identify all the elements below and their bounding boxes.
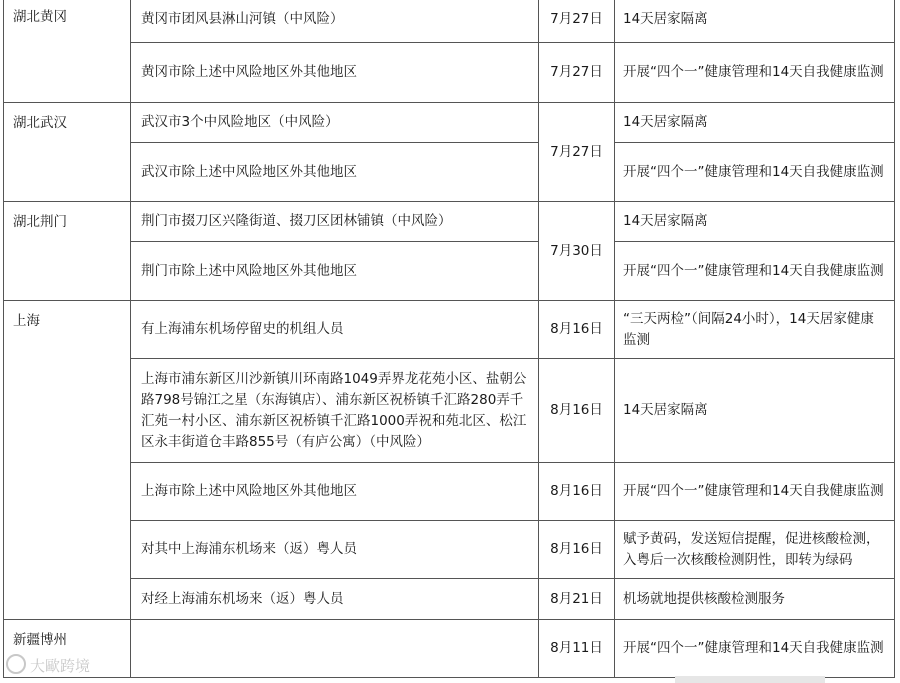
region-cell: 湖北荆门: [4, 202, 131, 301]
date-cell: 8月16日: [539, 359, 615, 463]
area-cell: 荆门市除上述中风险地区外其他地区: [131, 242, 539, 301]
date-cell: 7月27日: [539, 43, 615, 103]
table-row: [4, 463, 895, 521]
region-cell: 新疆博州: [4, 620, 131, 678]
table-row: [4, 620, 895, 678]
region-cell: 湖北武汉: [4, 103, 131, 202]
risk-area-table: [3, 0, 895, 678]
date-cell: 7月30日: [539, 202, 615, 301]
date-cell: 7月27日: [539, 103, 615, 202]
weibo-logo-icon: [6, 654, 26, 674]
measure-cell: 14天居家隔离: [615, 202, 895, 242]
watermark-text: 大歐跨境: [30, 657, 91, 675]
date-cell: 8月11日: [539, 620, 615, 678]
area-cell: 武汉市3个中风险地区（中风险）: [131, 103, 539, 143]
measure-cell: 赋予黄码，发送短信提醒，促进核酸检测，入粤后一次核酸检测阴性，即转为绿码: [615, 521, 895, 579]
area-cell: 武汉市除上述中风险地区外其他地区: [131, 143, 539, 202]
date-cell: 7月27日: [539, 0, 615, 43]
table-row: [4, 202, 895, 242]
watermark: [6, 654, 90, 676]
date-cell: 8月16日: [539, 301, 615, 359]
measure-cell: 开展“四个一”健康管理和14天自我健康监测: [615, 143, 895, 202]
measure-cell: “三天两检”（间隔24小时），14天居家健康监测: [615, 301, 895, 359]
area-cell: [131, 620, 539, 678]
measure-cell: 14天居家隔离: [615, 103, 895, 143]
table-row: [4, 359, 895, 463]
measure-cell: 开展“四个一”健康管理和14天自我健康监测: [615, 620, 895, 678]
area-cell: 黄冈市除上述中风险地区外其他地区: [131, 43, 539, 103]
table-row: [4, 521, 895, 579]
area-cell: 对其中上海浦东机场来（返）粤人员: [131, 521, 539, 579]
table-row: [4, 242, 895, 301]
measure-cell: 14天居家隔离: [615, 0, 895, 43]
measure-cell: 14天居家隔离: [615, 359, 895, 463]
region-cell: 湖北黄冈: [4, 0, 131, 103]
date-cell: 8月16日: [539, 463, 615, 521]
table-row: [4, 0, 895, 43]
measure-cell: 机场就地提供核酸检测服务: [615, 579, 895, 620]
corner-shade: [675, 676, 825, 683]
date-cell: 8月21日: [539, 579, 615, 620]
area-cell: 上海市除上述中风险地区外其他地区: [131, 463, 539, 521]
table-row: [4, 143, 895, 202]
measure-cell: 开展“四个一”健康管理和14天自我健康监测: [615, 242, 895, 301]
area-cell: 上海市浦东新区川沙新镇川环南路1049弄界龙花苑小区、盐朝公路798号锦江之星（东海镇店）、浦东新区祝桥镇千汇路280弄千汇苑一村小区、浦东新区祝桥镇千汇路1000弄祝和苑北区、松江区永丰街道仓丰路855号（有庐公寓）（中风险）: [131, 359, 539, 463]
date-cell: 8月16日: [539, 521, 615, 579]
table-row: [4, 43, 895, 103]
table-row: [4, 103, 895, 143]
area-cell: 黄冈市团风县淋山河镇（中风险）: [131, 0, 539, 43]
measure-cell: 开展“四个一”健康管理和14天自我健康监测: [615, 43, 895, 103]
area-cell: 荆门市掇刀区兴隆街道、掇刀区团林铺镇（中风险）: [131, 202, 539, 242]
region-cell: 上海: [4, 301, 131, 620]
table-row: [4, 301, 895, 359]
area-cell: 对经上海浦东机场来（返）粤人员: [131, 579, 539, 620]
measure-cell: 开展“四个一”健康管理和14天自我健康监测: [615, 463, 895, 521]
area-cell: 有上海浦东机场停留史的机组人员: [131, 301, 539, 359]
table-row: [4, 579, 895, 620]
